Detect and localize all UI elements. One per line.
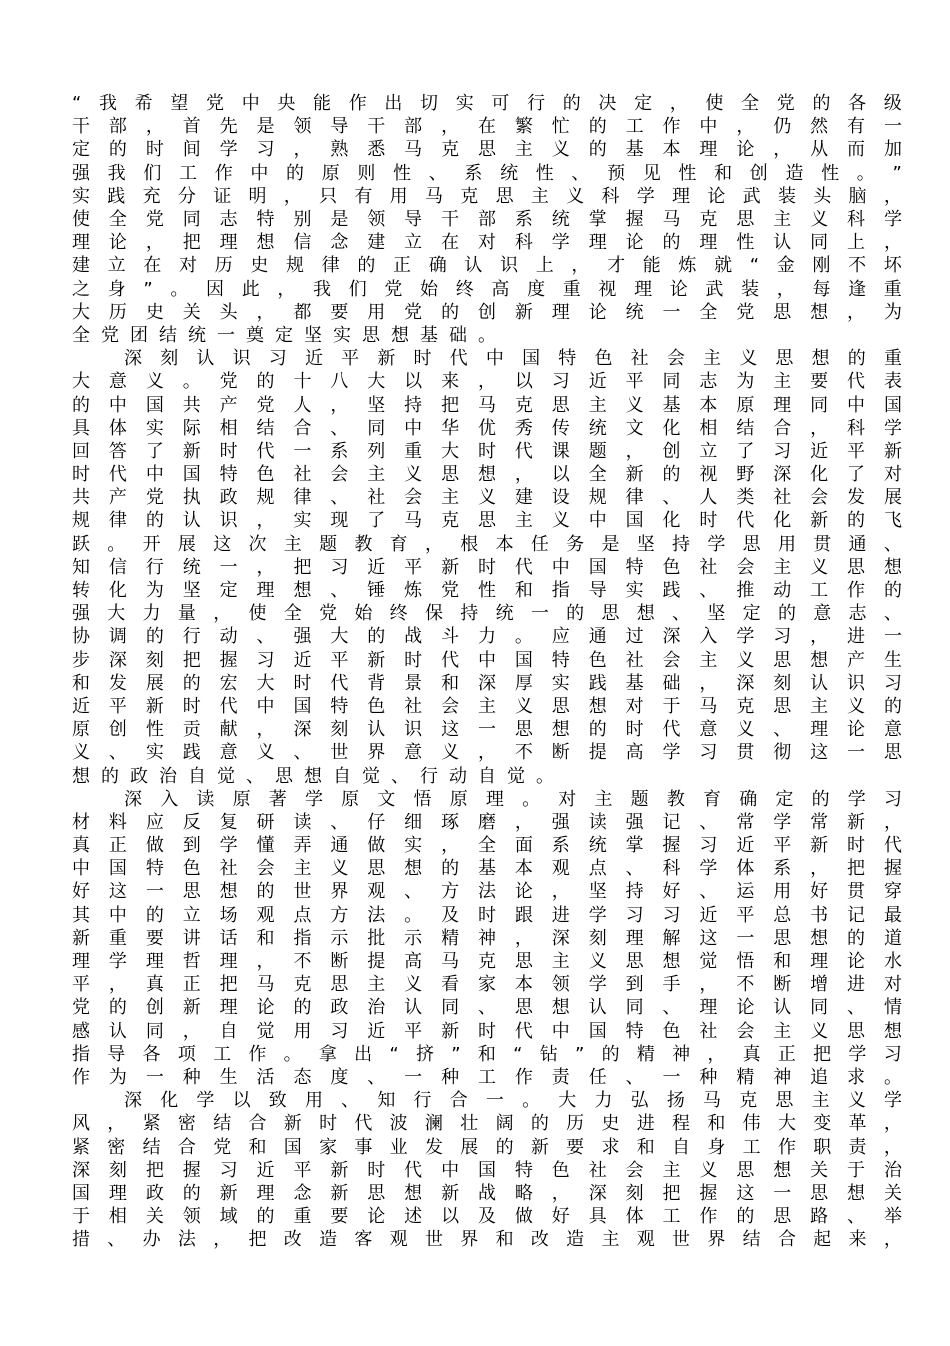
text-line: 理 论 ， 把 理 想 信 念 建 立 在 对 科 学 理 论 的 理 性 认 同 上 ， — [72, 232, 902, 254]
text-line: 想 的 政 治 自 觉 、 思 想 自 觉 、 行 动 自 觉 。 — [72, 765, 554, 787]
text-line: 措 、 办 法 ， 把 改 造 客 观 世 界 和 改 造 主 观 世 界 结 合 起 来 ， — [72, 1229, 902, 1251]
text-line: 大 历 史 关 头 ， 都 要 用 党 的 创 新 理 论 统 一 全 党 思 想 ， 为 — [72, 301, 902, 323]
document-body — [72, 92, 902, 1251]
text-line: 中 国 特 色 社 会 主 义 思 想 的 基 本 观 点 、 科 学 体 系 ， 把 握 — [72, 858, 902, 880]
text-line: 于 相 关 领 域 的 重 要 论 述 以 及 做 好 具 体 工 作 的 思 路 、 举 — [72, 1206, 902, 1228]
text-line: 真 正 做 到 学 懂 弄 通 做 实 ， 全 面 系 统 掌 握 习 近 平 新 时 代 — [72, 835, 902, 857]
text-line: 指 导 各 项 工 作 。 拿 出 “ 挤 ” 和 “ 钻 ” 的 精 神 ， 真 正 把 学 习 — [72, 1043, 902, 1065]
text-line: 共 产 党 执 政 规 律 、 社 会 主 义 建 设 规 律 、 人 类 社 会 发 展 — [72, 487, 902, 509]
text-line: 其 中 的 立 场 观 点 方 法 。 及 时 跟 进 学 习 习 近 平 总 书 记 最 — [72, 904, 902, 926]
text-line: 使 全 党 同 志 特 别 是 领 导 干 部 系 统 掌 握 马 克 思 主 义 科 学 — [72, 209, 902, 231]
text-line: 强 大 力 量 ， 使 全 党 始 终 保 持 统 一 的 思 想 、 坚 定 的 意 志 、 — [72, 603, 902, 625]
text-line: 规 律 的 认 识 ， 实 现 了 马 克 思 主 义 中 国 化 时 代 化 新 的 飞 — [72, 510, 902, 532]
text-line: 紧 密 结 合 党 和 国 家 事 业 发 展 的 新 要 求 和 自 身 工 作 职 责 ， — [72, 1136, 902, 1158]
text-line: 全 党 团 结 统 一 奠 定 坚 实 思 想 基 础 。 — [72, 324, 496, 346]
text-line: 具 体 实 际 相 结 合 、 同 中 华 优 秀 传 统 文 化 相 结 合 ， 科 学 — [72, 417, 902, 439]
text-line: 义 、 实 践 意 义 、 世 界 意 义 ， 不 断 提 高 学 习 贯 彻 这 一 思 — [72, 742, 902, 764]
text-line: 党 的 创 新 理 论 的 政 治 认 同 、 思 想 认 同 、 理 论 认 同 、 情 — [72, 997, 902, 1019]
text-line: 风 ， 紧 密 结 合 新 时 代 波 澜 壮 阔 的 历 史 进 程 和 伟 大 变 革 ， — [72, 1113, 902, 1135]
text-line: 之 身 ” 。 因 此 ， 我 们 党 始 终 高 度 重 视 理 论 武 装 ， 每 逢 重 — [72, 278, 902, 300]
paragraph-first-line: 深 入 读 原 著 学 原 文 悟 原 理 。 对 主 题 教 育 确 定 的 学 习 — [124, 788, 902, 810]
text-line: 平 ， 真 正 把 马 克 思 主 义 看 家 本 领 学 到 手 ， 不 断 增 进 对 — [72, 974, 902, 996]
text-line: 实 践 充 分 证 明 ， 只 有 用 马 克 思 主 义 科 学 理 论 武 装 头 脑 ， — [72, 185, 902, 207]
text-line: 感 认 同 ， 自 觉 用 习 近 平 新 时 代 中 国 特 色 社 会 主 义 思 想 — [72, 1020, 902, 1042]
text-line: 深 刻 把 握 习 近 平 新 时 代 中 国 特 色 社 会 主 义 思 想 关 于 治 — [72, 1159, 902, 1181]
text-line: 作 为 一 种 生 活 态 度 、 一 种 工 作 责 任 、 一 种 精 神 追 求 。 — [72, 1066, 902, 1088]
text-line: 建 立 在 对 历 史 规 律 的 正 确 认 识 上 ， 才 能 炼 就 “ 金 刚 不 坏 — [72, 255, 902, 277]
text-line: 跃 。 开 展 这 次 主 题 教 育 ， 根 本 任 务 是 坚 持 学 思 用 贯 通 、 — [72, 533, 902, 555]
text-line: 干 部 ， 首 先 是 领 导 干 部 ， 在 繁 忙 的 工 作 中 ， 仍 然 有 一 — [72, 116, 902, 138]
text-line: 理 学 理 哲 理 ， 不 断 提 高 马 克 思 主 义 思 想 觉 悟 和 理 论 水 — [72, 951, 902, 973]
text-line: 知 信 行 统 一 ， 把 习 近 平 新 时 代 中 国 特 色 社 会 主 义 思 想 — [72, 556, 902, 578]
text-line: 协 调 的 行 动 、 强 大 的 战 斗 力 。 应 通 过 深 入 学 习 ， 进 一 — [72, 626, 902, 648]
text-line: 步 深 刻 把 握 习 近 平 新 时 代 中 国 特 色 社 会 主 义 思 想 产 生 — [72, 649, 902, 671]
text-line: 定 的 时 间 学 习 ， 熟 悉 马 克 思 主 义 的 基 本 理 论 ， 从 而 加 — [72, 139, 902, 161]
text-line: “ 我 希 望 党 中 央 能 作 出 切 实 可 行 的 决 定 ， 使 全 党 的 各 级 — [72, 93, 902, 115]
text-line: 好 这 一 思 想 的 世 界 观 、 方 法 论 ， 坚 持 好 、 运 用 好 贯 穿 — [72, 881, 902, 903]
text-line: 近 平 新 时 代 中 国 特 色 社 会 主 义 思 想 对 于 马 克 思 主 义 的 — [72, 695, 902, 717]
paragraph-first-line: 深 刻 认 识 习 近 平 新 时 代 中 国 特 色 社 会 主 义 思 想 的 重 — [124, 348, 902, 370]
text-line: 和 发 展 的 宏 大 时 代 背 景 和 深 厚 实 践 基 础 ， 深 刻 认 识 习 — [72, 672, 902, 694]
text-line: 时 代 中 国 特 色 社 会 主 义 思 想 ， 以 全 新 的 视 野 深 化 了 对 — [72, 464, 902, 486]
text-line: 的 中 国 共 产 党 人 ， 坚 持 把 马 克 思 主 义 基 本 原 理 同 中 国 — [72, 394, 902, 416]
text-line: 强 我 们 工 作 中 的 原 则 性 、 系 统 性 、 预 见 性 和 创 造 性 。 ” — [72, 162, 902, 184]
paragraph-first-line: 深 化 学 以 致 用 、 知 行 合 一 。 大 力 弘 扬 马 克 思 主 义 学 — [124, 1090, 902, 1112]
text-line: 新 重 要 讲 话 和 指 示 批 示 精 神 ， 深 刻 理 解 这 一 思 想 的 道 — [72, 927, 902, 949]
text-line: 材 料 应 反 复 研 读 、 仔 细 琢 磨 ， 强 读 强 记 、 常 学 常 新 ， — [72, 811, 902, 833]
text-line: 大 意 义 。 党 的 十 八 大 以 来 ， 以 习 近 平 同 志 为 主 要 代 表 — [72, 371, 902, 393]
text-line: 转 化 为 坚 定 理 想 、 锤 炼 党 性 和 指 导 实 践 、 推 动 工 作 的 — [72, 580, 902, 602]
text-line: 回 答 了 新 时 代 一 系 列 重 大 时 代 课 题 ， 创 立 了 习 近 平 新 — [72, 440, 902, 462]
text-line: 国 理 政 的 新 理 念 新 思 想 新 战 略 ， 深 刻 把 握 这 一 思 想 关 — [72, 1182, 902, 1204]
text-line: 原 创 性 贡 献 ， 深 刻 认 识 这 一 思 想 的 时 代 意 义 、 理 论 意 — [72, 719, 902, 741]
